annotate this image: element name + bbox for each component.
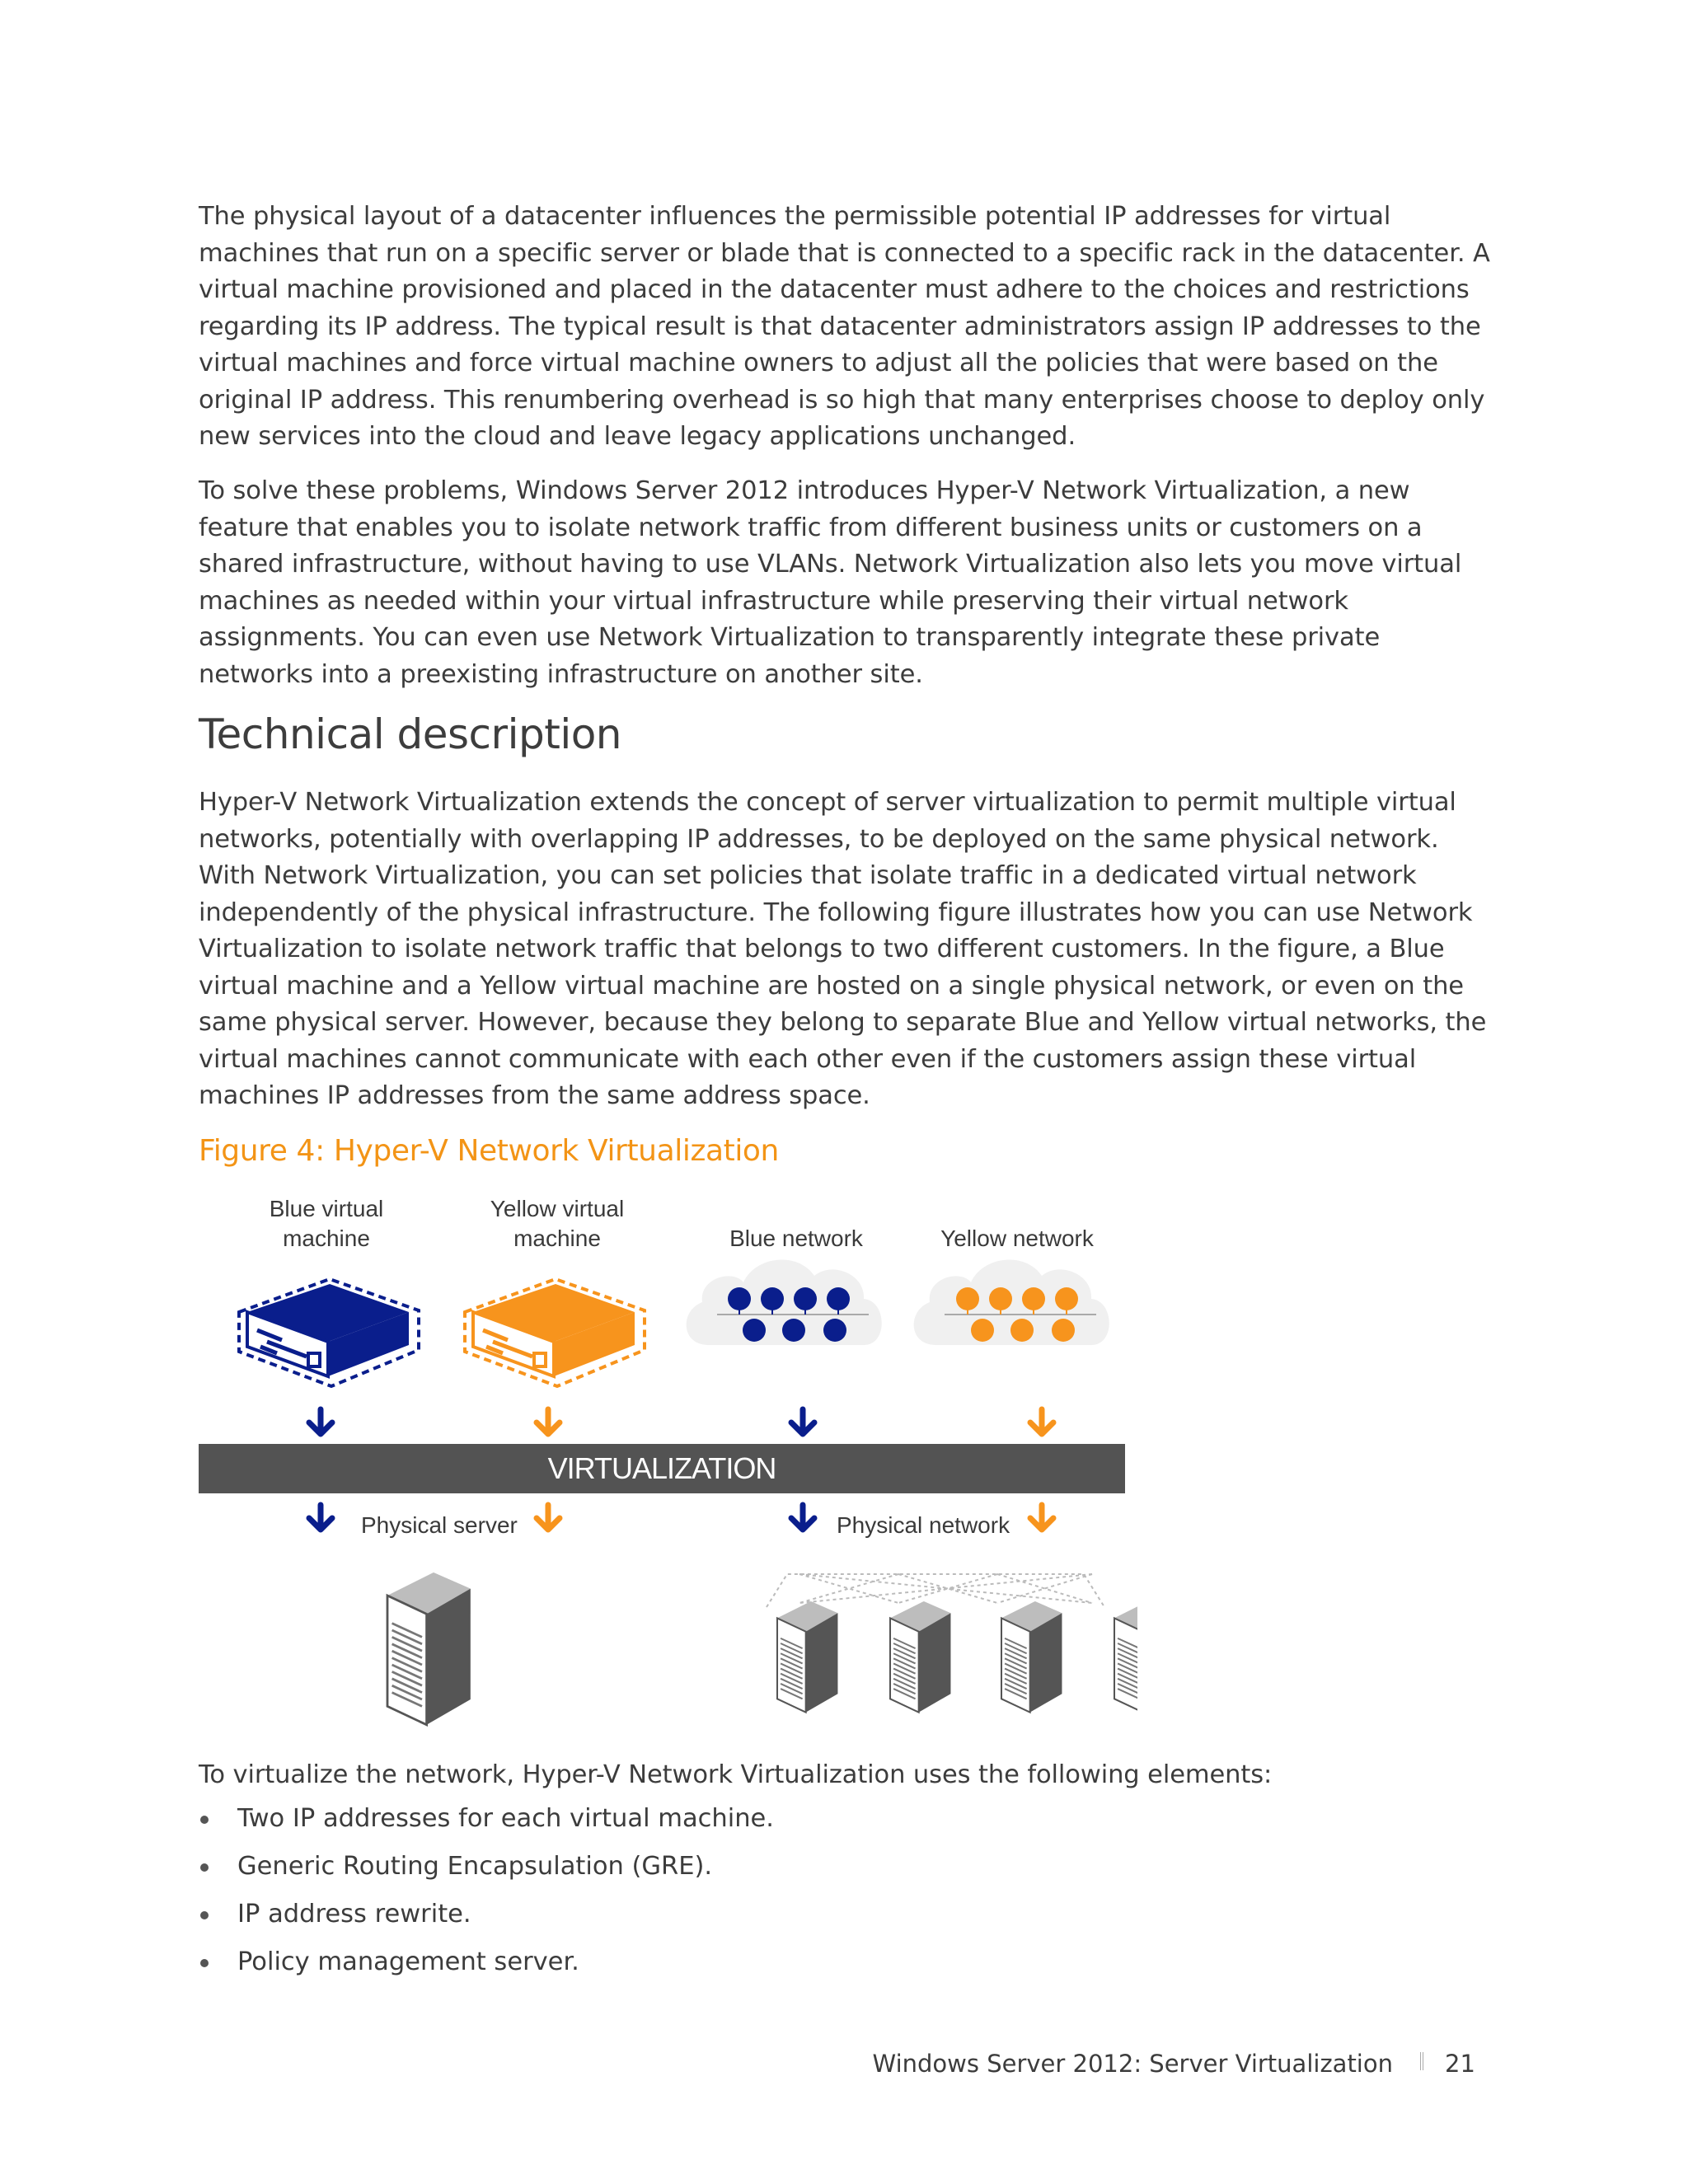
blue-network-label: Blue network [729,1226,863,1251]
blue-down-arrow-icon [309,1505,332,1530]
page-number: 21 [1445,2050,1475,2078]
server-tower-icon [1001,1601,1062,1713]
body-paragraph: The physical layout of a datacenter influences the permissible potential IP addresses for virtual machines that run on a specific server or blade that is connected to a specific rack in the datacenter. A virtual machine provisioned and placed in the datacenter must adhere to the choices and restrictions regarding its IP address. The typical result is that datacenter administrators assign IP addresses to the virtual machines and force virtual machine owners to adjust all the policies that were based on the original IP address. This renumbering overhead is so high that many enterprises choose to deploy only new services into the cloud and leave legacy applications unchanged. [199,202,1490,451]
blue-down-arrow-icon [791,1505,814,1530]
yellow-vm-label [490,1196,624,1251]
footer-title: Windows Server 2012: Server Virtualization [872,2050,1393,2078]
blue-down-arrow-icon [309,1409,332,1434]
svg-text:Yellow virtual: Yellow virtual [490,1196,625,1221]
bullet-icon [200,1816,209,1824]
list-item: Generic Routing Encapsulation (GRE). [199,1849,774,1896]
network-virtualization-figure [190,1187,1137,1747]
yellow-network-label: Yellow network [940,1226,1094,1251]
yellow-network-cloud-icon [914,1259,1109,1345]
figure-caption: Figure 4: Hyper-V Network Virtualization [199,1134,779,1168]
blue-network-cloud-icon [687,1259,882,1345]
list-item: IP address rewrite. [199,1896,774,1944]
server-tower-icon [387,1572,471,1725]
body-paragraph: Hyper-V Network Virtualization extends the concept of server virtualization to permit multiple virtual networks, potentially with overlapping IP addresses, to be deployed on the same physical network. With Network Virtualization, you can set policies that isolate traffic in a dedicated virtual network independently of the physical infrastructure. The following figure illustrates how you can use Network Virtualization to isolate network traffic that belongs to two different customers. In the figure, a Blue virtual machine and a Yellow virtual machine are hosted on a single physical network, or even on the same physical server. However, because they belong to separate Blue and Yellow virtual networks, the virtual machines cannot communicate with each other even if the customers assign these virtual machines IP addresses from the same address space. [199,788,1487,1110]
section-heading: Technical description [199,710,621,758]
blue-down-arrow-icon [791,1409,814,1434]
bullet-icon [200,1959,209,1967]
yellow-down-arrow-icon [537,1505,560,1530]
svg-text:machine: machine [283,1226,370,1251]
bullet-icon [200,1863,209,1872]
bullet-icon [200,1911,209,1919]
blue-vm-label [270,1196,384,1251]
virtualization-label: VIRTUALIZATION [547,1451,776,1485]
yellow-down-arrow-icon [537,1409,560,1434]
network-mesh [767,1574,1104,1607]
list-intro: To virtualize the network, Hyper-V Network Virtualization uses the following elements: [199,1760,1273,1789]
list-item: Two IP addresses for each virtual machine. [199,1801,774,1849]
element-list [199,1801,774,1992]
body-paragraph: To solve these problems, Windows Server 2012 introduces Hyper-V Network Virtualization, a new feature that enables you to isolate network traffic from different business units or customers on a shared infrastructure, without having to use VLANs. Network Virtualization also lets you move virtual machines as needed within your virtual infrastructure while preserving their virtual network assignments. You can even use Network Virtualization to transparently integrate these private networks into a preexisting infrastructure on another site. [199,476,1462,689]
yellow-vm-icon [465,1279,645,1386]
yellow-down-arrow-icon [1030,1505,1053,1530]
yellow-down-arrow-icon [1030,1409,1053,1434]
server-tower-icon [777,1601,837,1713]
server-tower-icon [1114,1601,1137,1713]
physical-server-label: Physical server [361,1512,518,1538]
blue-vm-icon [239,1279,419,1386]
physical-network-label: Physical network [837,1512,1010,1538]
server-tower-icon [890,1601,950,1713]
list-item: Policy management server. [199,1944,774,1992]
footer-separator [1420,2052,1423,2070]
svg-text:machine: machine [513,1226,601,1251]
svg-text:Blue virtual: Blue virtual [269,1196,384,1221]
